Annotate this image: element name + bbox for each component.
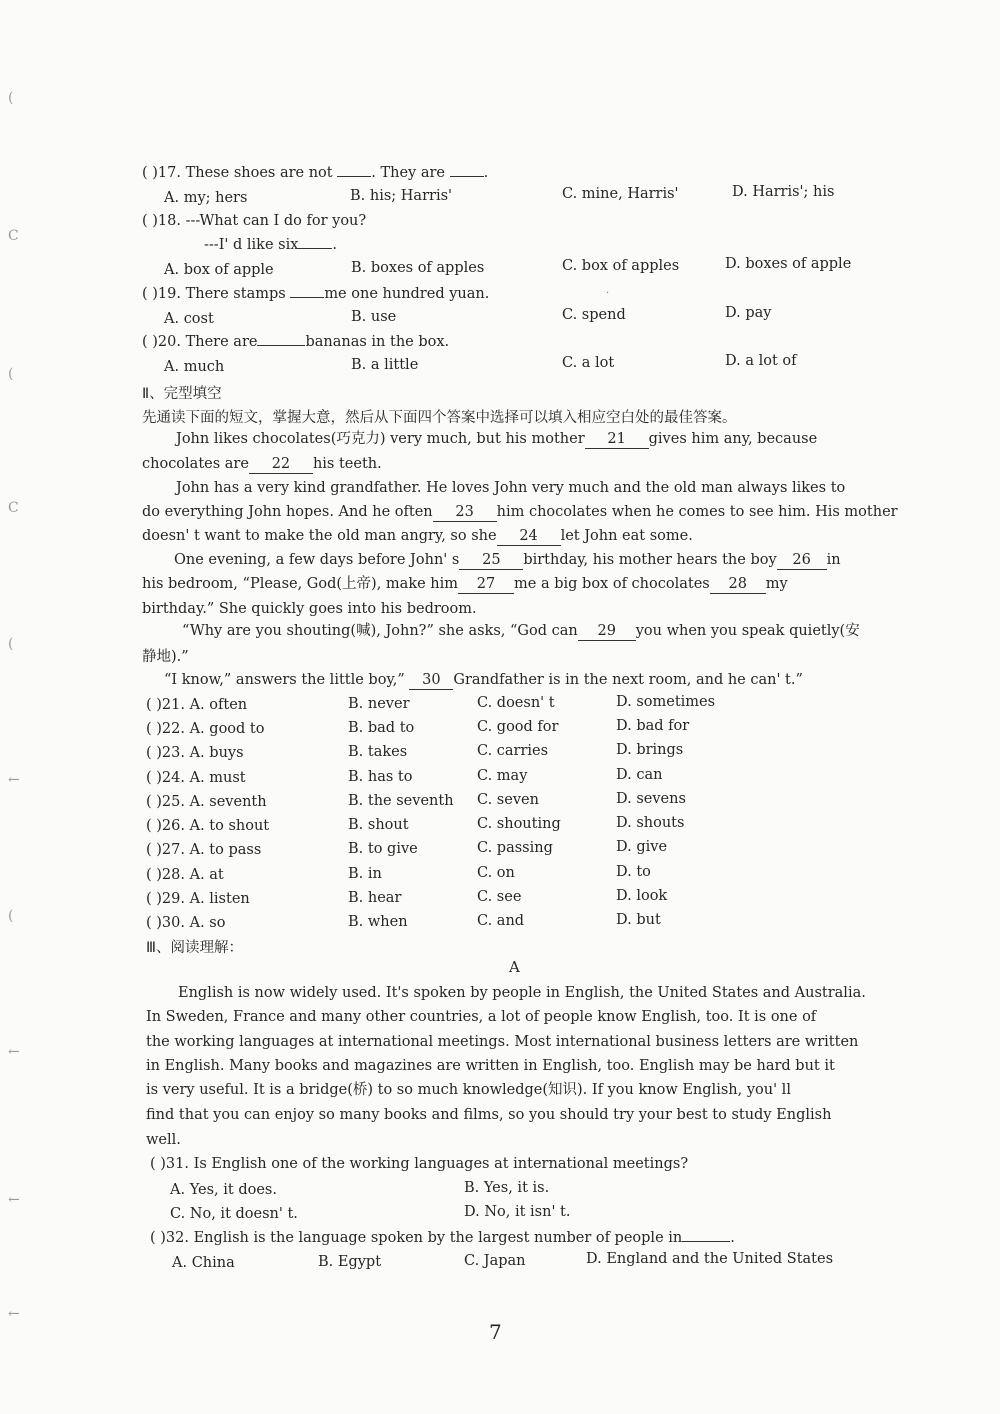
binding-mark: ( bbox=[8, 366, 14, 382]
blank-29: 29 bbox=[578, 622, 636, 641]
blank-26: 26 bbox=[777, 551, 827, 570]
cloze-option-num: ( )30. A. so bbox=[146, 915, 226, 931]
cloze-line: doesn' t want to make the old man angry, so she 24 let John eat some. bbox=[142, 528, 693, 544]
answer-blank bbox=[290, 283, 324, 298]
cloze-option-c: C. seven bbox=[477, 792, 539, 808]
reading-line: find that you can enjoy so many books and films, so you should try your best to study English bbox=[146, 1107, 832, 1123]
option-20c: C. a lot bbox=[562, 355, 615, 371]
binding-mark: C bbox=[8, 500, 19, 516]
cloze-line: do everything John hopes. And he often 23 him chocolates when he comes to see him. His mother bbox=[142, 504, 898, 520]
cloze-option-b: B. hear bbox=[348, 890, 402, 906]
cloze-option-num: ( )22. A. good to bbox=[146, 721, 265, 737]
option-18c: C. box of apples bbox=[562, 258, 680, 274]
reading-line: English is now widely used. It's spoken by people in English, the United States and Australia. bbox=[178, 985, 866, 1001]
cloze-option-num: ( )23. A. buys bbox=[146, 745, 244, 761]
reading-line: well. bbox=[146, 1132, 181, 1148]
option-19a: A. cost bbox=[164, 311, 214, 327]
answer-blank bbox=[682, 1227, 730, 1242]
blank-23: 23 bbox=[433, 503, 497, 522]
blank-27: 27 bbox=[458, 575, 514, 594]
cloze-line: “I know,” answers the little boy,” 30 Grandfather is in the next room, and he can' t.” bbox=[164, 672, 803, 688]
binding-mark: ← bbox=[8, 772, 20, 788]
cloze-option-d: D. sevens bbox=[616, 791, 686, 807]
cloze-option-c: C. and bbox=[477, 913, 525, 929]
question-31-stem: ( )31. Is English one of the working languages at international meetings? bbox=[150, 1156, 689, 1172]
cloze-option-d: D. but bbox=[616, 912, 661, 928]
binding-mark: ← bbox=[8, 1044, 20, 1060]
answer-blank bbox=[257, 331, 305, 346]
cloze-option-b: B. never bbox=[348, 696, 410, 712]
cloze-option-num: ( )27. A. to pass bbox=[146, 842, 262, 858]
option-19d: D. pay bbox=[725, 305, 772, 321]
cloze-line: 静地).” bbox=[142, 649, 189, 665]
option-17b: B. his; Harris' bbox=[350, 188, 453, 204]
cloze-line: his bedroom, “Please, God(上帝), make him 27 me a big box of chocolates 28 my bbox=[142, 576, 788, 592]
option-17d: D. Harris'; his bbox=[732, 184, 835, 200]
cloze-option-d: D. bad for bbox=[616, 718, 690, 734]
cloze-option-d: D. look bbox=[616, 888, 668, 904]
option-18b: B. boxes of apples bbox=[351, 260, 485, 276]
binding-mark: ← bbox=[8, 1306, 20, 1322]
cloze-option-b: B. in bbox=[348, 866, 382, 882]
reading-line: In Sweden, France and many other countries, a lot of people know English, too. It is one of bbox=[146, 1009, 817, 1025]
cloze-option-b: B. the seventh bbox=[348, 793, 454, 809]
blank-30: 30 bbox=[409, 671, 453, 690]
option-17c: C. mine, Harris' bbox=[562, 186, 679, 202]
cloze-line: chocolates are 22 his teeth. bbox=[142, 456, 382, 472]
reading-line: is very useful. It is a bridge(桥) to so much knowledge(知识). If you know English, you' ll bbox=[146, 1082, 791, 1098]
cloze-option-d: D. brings bbox=[616, 742, 684, 758]
cloze-option-b: B. takes bbox=[348, 744, 408, 760]
option-18d: D. boxes of apple bbox=[725, 256, 852, 272]
passage-label: A bbox=[509, 958, 520, 976]
cloze-option-num: ( )21. A. often bbox=[146, 697, 248, 713]
cloze-option-c: C. see bbox=[477, 889, 522, 905]
question-18-stem: ( )18. ---What can I do for you? bbox=[142, 213, 367, 229]
cloze-line: birthday.” She quickly goes into his bedroom. bbox=[142, 601, 477, 617]
cloze-option-num: ( )26. A. to shout bbox=[146, 818, 270, 834]
option-19c: C. spend bbox=[562, 307, 626, 323]
cloze-option-b: B. has to bbox=[348, 769, 413, 785]
cloze-option-c: C. passing bbox=[477, 840, 553, 856]
page-number: 7 bbox=[489, 1320, 502, 1344]
option-19b: B. use bbox=[351, 309, 397, 325]
option-20d: D. a lot of bbox=[725, 353, 797, 369]
answer-blank bbox=[450, 162, 484, 177]
question-17-stem: ( )17. These shoes are not . They are . bbox=[142, 162, 488, 184]
cloze-line: “Why are you shouting(喊), John?” she asks, “God can 29 you when you speak quietly(安 bbox=[182, 623, 860, 639]
cloze-option-c: C. doesn' t bbox=[477, 695, 555, 711]
binding-mark: C bbox=[8, 228, 19, 244]
option-32d: D. England and the United States bbox=[586, 1251, 834, 1267]
cloze-option-b: B. when bbox=[348, 914, 408, 930]
cloze-option-c: C. carries bbox=[477, 743, 549, 759]
cloze-option-num: ( )25. A. seventh bbox=[146, 794, 267, 810]
binding-mark: ← bbox=[8, 1192, 20, 1208]
blank-25: 25 bbox=[459, 551, 523, 570]
stray-mark: · bbox=[606, 288, 610, 299]
option-32b: B. Egypt bbox=[318, 1254, 382, 1270]
option-31b: B. Yes, it is. bbox=[464, 1180, 550, 1196]
blank-21: 21 bbox=[585, 430, 649, 449]
cloze-option-d: D. sometimes bbox=[616, 694, 716, 710]
option-20a: A. much bbox=[164, 359, 225, 375]
section-2-title: Ⅱ、完型填空 bbox=[142, 386, 222, 402]
answer-blank bbox=[337, 162, 371, 177]
option-17a: A. my; hers bbox=[164, 190, 248, 206]
binding-mark: ( bbox=[8, 90, 14, 106]
cloze-line: John likes chocolates(巧克力) very much, but his mother 21 gives him any, because bbox=[176, 431, 818, 447]
cloze-option-c: C. on bbox=[477, 865, 515, 881]
cloze-line: One evening, a few days before John' s 25 birthday, his mother hears the boy 26 in bbox=[174, 552, 841, 568]
section-3-title: Ⅲ、阅读理解： bbox=[146, 940, 243, 956]
blank-22: 22 bbox=[249, 455, 313, 474]
blank-24: 24 bbox=[497, 527, 561, 546]
cloze-option-c: C. good for bbox=[477, 719, 559, 735]
option-20b: B. a little bbox=[351, 357, 419, 373]
answer-blank bbox=[298, 234, 332, 249]
question-19-stem: ( )19. There stamps me one hundred yuan. bbox=[142, 283, 489, 305]
question-18-reply: ---I' d like six . bbox=[204, 234, 337, 256]
cloze-option-b: B. bad to bbox=[348, 720, 415, 736]
cloze-option-d: D. give bbox=[616, 839, 668, 855]
blank-28: 28 bbox=[710, 575, 766, 594]
option-31c: C. No, it doesn' t. bbox=[170, 1206, 298, 1222]
question-20-stem: ( )20. There are bananas in the box. bbox=[142, 331, 449, 353]
cloze-option-num: ( )24. A. must bbox=[146, 770, 246, 786]
reading-line: the working languages at international meetings. Most international business letters are written bbox=[146, 1034, 859, 1050]
cloze-line: John has a very kind grandfather. He loves John very much and the old man always likes to bbox=[176, 480, 846, 496]
cloze-option-d: D. to bbox=[616, 864, 651, 880]
option-32a: A. China bbox=[172, 1255, 235, 1271]
cloze-option-num: ( )28. A. at bbox=[146, 867, 224, 883]
binding-mark: ( bbox=[8, 636, 14, 652]
question-32-stem: ( )32. English is the language spoken by the largest number of people in . bbox=[150, 1227, 735, 1249]
cloze-option-b: B. shout bbox=[348, 817, 409, 833]
section-2-instruction: 先通读下面的短文，掌握大意，然后从下面四个答案中选择可以填入相应空白处的最佳答案。 bbox=[142, 410, 737, 426]
option-32c: C. Japan bbox=[464, 1253, 526, 1269]
option-31a: A. Yes, it does. bbox=[170, 1182, 277, 1198]
option-31d: D. No, it isn' t. bbox=[464, 1204, 571, 1220]
cloze-option-d: D. shouts bbox=[616, 815, 685, 831]
binding-mark: ( bbox=[8, 908, 14, 924]
cloze-option-c: C. may bbox=[477, 768, 528, 784]
cloze-option-b: B. to give bbox=[348, 841, 418, 857]
reading-line: in English. Many books and magazines are written in English, too. English may be hard but it bbox=[146, 1058, 835, 1074]
cloze-option-num: ( )29. A. listen bbox=[146, 891, 250, 907]
cloze-option-d: D. can bbox=[616, 767, 663, 783]
cloze-option-c: C. shouting bbox=[477, 816, 561, 832]
option-18a: A. box of apple bbox=[164, 262, 274, 278]
